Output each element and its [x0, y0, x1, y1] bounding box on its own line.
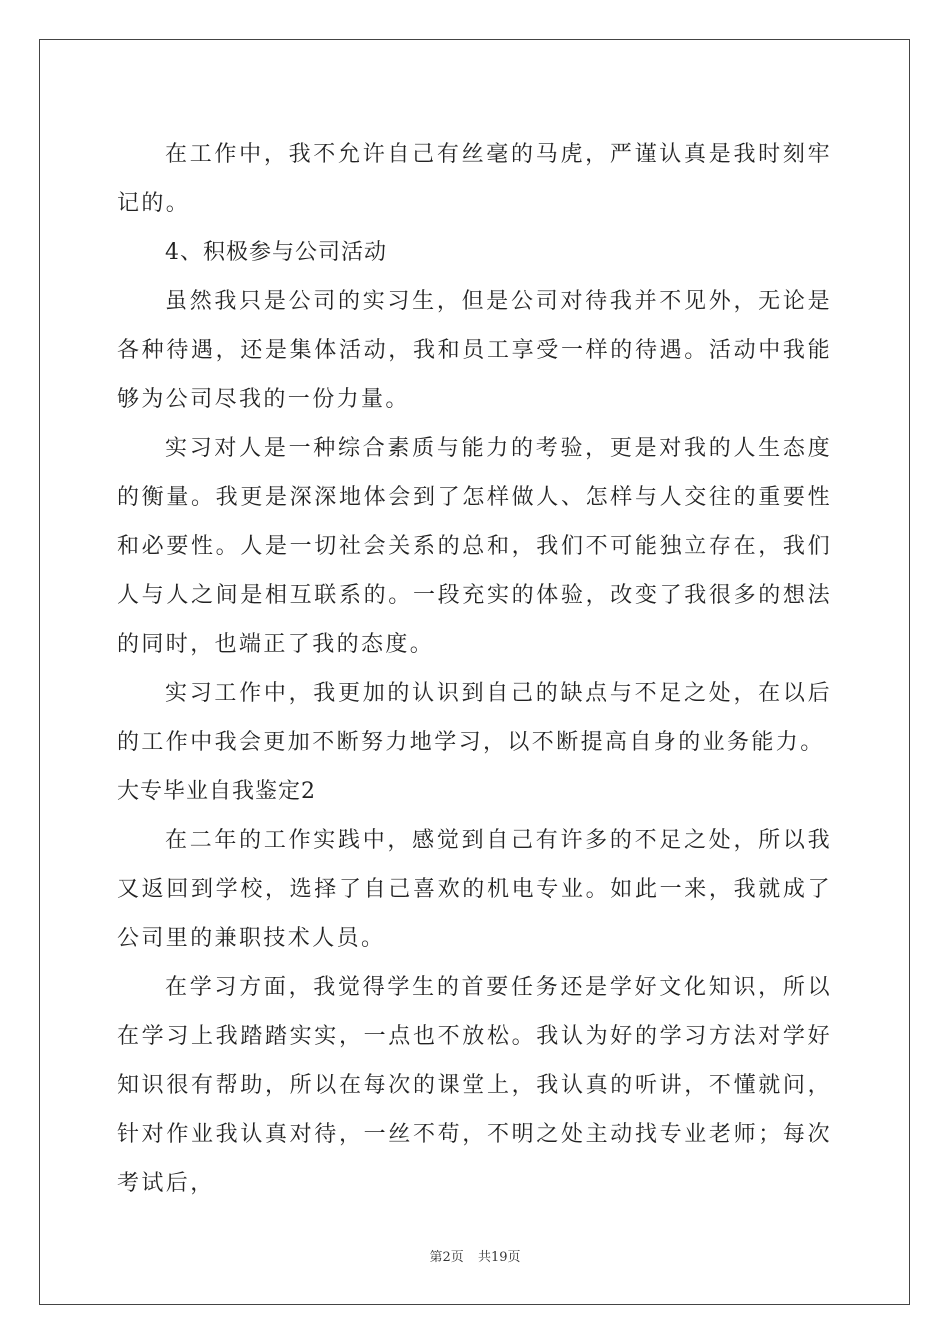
section-subheading: 4、积极参与公司活动 — [165, 240, 387, 265]
paragraph: 在学习方面，我觉得学生的首要任务还是学好文化知识，所以在学习上我踏踏实实，一点也不放松。我认为好的学习方法对学好知识很有帮助，所以在每次的课堂上，我认真的听讲，不懂就问，针对作业我认真对待，一丝不苟，不明之处主动找专业老师；每次考试后， — [117, 975, 832, 1196]
document-body — [117, 130, 832, 1208]
paragraph: 虽然我只是公司的实习生，但是公司对待我并不见外，无论是各种待遇，还是集体活动，我和员工享受一样的待遇。活动中我能够为公司尽我的一份力量。 — [117, 289, 832, 412]
paragraph: 在二年的工作实践中，感觉到自己有许多的不足之处，所以我又返回到学校，选择了自己喜欢的机电专业。如此一来，我就成了公司里的兼职技术人员。 — [117, 828, 832, 951]
paragraph: 在工作中，我不允许自己有丝毫的马虎，严谨认真是我时刻牢记的。 — [117, 142, 832, 216]
page-number: 第2页 — [429, 1250, 464, 1265]
page-footer — [0, 1246, 950, 1265]
paragraph: 实习对人是一种综合素质与能力的考验，更是对我的人生态度的衡量。我更是深深地体会到了怎样做人、怎样与人交往的重要性和必要性。人是一切社会关系的总和，我们不可能独立存在，我们人与人之间是相互联系的。一段充实的体验，改变了我很多的想法的同时，也端正了我的态度。 — [117, 436, 832, 657]
section-heading: 大专毕业自我鉴定2 — [117, 779, 316, 804]
page-total: 共19页 — [477, 1250, 521, 1265]
paragraph: 实习工作中，我更加的认识到自己的缺点与不足之处，在以后的工作中我会更加不断努力地学习，以不断提高自身的业务能力。 — [117, 681, 832, 755]
